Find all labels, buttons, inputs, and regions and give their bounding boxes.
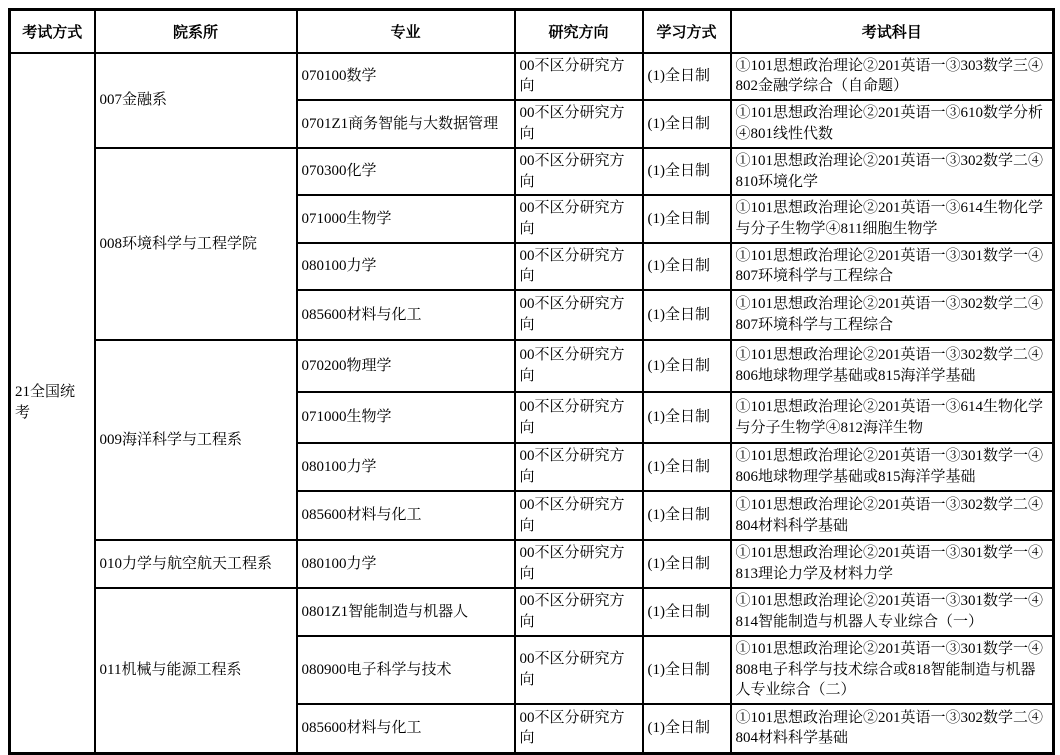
direction-cell: 00不区分研究方向 [515, 100, 643, 148]
col-header-exam-method: 考试方式 [10, 10, 95, 53]
study-mode-cell: (1)全日制 [643, 148, 731, 195]
study-mode-cell: (1)全日制 [643, 636, 731, 704]
col-header-study-mode: 学习方式 [643, 10, 731, 53]
major-cell: 070300化学 [297, 148, 515, 195]
table-row [10, 53, 1054, 100]
major-cell: 080100力学 [297, 443, 515, 491]
subjects-cell: ①101思想政治理论②201英语一③302数学二④804材料科学基础 [731, 491, 1054, 540]
direction-cell: 00不区分研究方向 [515, 704, 643, 753]
direction-cell: 00不区分研究方向 [515, 148, 643, 195]
subjects-cell: ①101思想政治理论②201英语一③301数学一④806地球物理学基础或815海洋学基础 [731, 443, 1054, 491]
direction-cell: 00不区分研究方向 [515, 340, 643, 392]
direction-cell: 00不区分研究方向 [515, 290, 643, 340]
subjects-cell: ①101思想政治理论②201英语一③614生物化学与分子生物学④812海洋生物 [731, 392, 1054, 443]
study-mode-cell: (1)全日制 [643, 443, 731, 491]
study-mode-cell: (1)全日制 [643, 243, 731, 290]
major-cell: 085600材料与化工 [297, 491, 515, 540]
table-row [10, 148, 1054, 195]
study-mode-cell: (1)全日制 [643, 195, 731, 242]
subjects-cell: ①101思想政治理论②201英语一③302数学二④804材料科学基础 [731, 704, 1054, 753]
study-mode-cell: (1)全日制 [643, 491, 731, 540]
table-row [10, 540, 1054, 588]
department-cell-011: 011机械与能源工程系 [95, 588, 297, 753]
direction-cell: 00不区分研究方向 [515, 443, 643, 491]
major-cell: 085600材料与化工 [297, 290, 515, 340]
subjects-cell: ①101思想政治理论②201英语一③301数学一④807环境科学与工程综合 [731, 243, 1054, 290]
subjects-cell: ①101思想政治理论②201英语一③301数学一④808电子科学与技术综合或818智能制造与机器人专业综合（二） [731, 636, 1054, 704]
exam-method-cell: 21全国统考 [10, 53, 95, 754]
table-row [10, 588, 1054, 636]
major-cell: 0801Z1智能制造与机器人 [297, 588, 515, 636]
study-mode-cell: (1)全日制 [643, 53, 731, 100]
major-cell: 071000生物学 [297, 195, 515, 242]
subjects-cell: ①101思想政治理论②201英语一③303数学三④802金融学综合（自命题） [731, 53, 1054, 100]
department-cell-008: 008环境科学与工程学院 [95, 148, 297, 340]
subjects-cell: ①101思想政治理论②201英语一③302数学二④807环境科学与工程综合 [731, 290, 1054, 340]
header-row [10, 10, 1054, 53]
study-mode-cell: (1)全日制 [643, 704, 731, 753]
study-mode-cell: (1)全日制 [643, 290, 731, 340]
major-cell: 070200物理学 [297, 340, 515, 392]
major-cell: 080900电子科学与技术 [297, 636, 515, 704]
direction-cell: 00不区分研究方向 [515, 491, 643, 540]
department-cell-009: 009海洋科学与工程系 [95, 340, 297, 540]
direction-cell: 00不区分研究方向 [515, 588, 643, 636]
admissions-table [8, 8, 1055, 755]
subjects-cell: ①101思想政治理论②201英语一③301数学一④814智能制造与机器人专业综合（一） [731, 588, 1054, 636]
subjects-cell: ①101思想政治理论②201英语一③610数学分析④801线性代数 [731, 100, 1054, 148]
major-cell: 085600材料与化工 [297, 704, 515, 753]
subjects-cell: ①101思想政治理论②201英语一③302数学二④806地球物理学基础或815海洋学基础 [731, 340, 1054, 392]
col-header-department: 院系所 [95, 10, 297, 53]
direction-cell: 00不区分研究方向 [515, 243, 643, 290]
direction-cell: 00不区分研究方向 [515, 540, 643, 588]
major-cell: 080100力学 [297, 540, 515, 588]
study-mode-cell: (1)全日制 [643, 340, 731, 392]
study-mode-cell: (1)全日制 [643, 392, 731, 443]
department-cell-007: 007金融系 [95, 53, 297, 148]
col-header-direction: 研究方向 [515, 10, 643, 53]
direction-cell: 00不区分研究方向 [515, 195, 643, 242]
major-cell: 071000生物学 [297, 392, 515, 443]
department-cell-010: 010力学与航空航天工程系 [95, 540, 297, 588]
study-mode-cell: (1)全日制 [643, 588, 731, 636]
study-mode-cell: (1)全日制 [643, 540, 731, 588]
col-header-subjects: 考试科目 [731, 10, 1054, 53]
study-mode-cell: (1)全日制 [643, 100, 731, 148]
major-cell: 080100力学 [297, 243, 515, 290]
subjects-cell: ①101思想政治理论②201英语一③302数学二④810环境化学 [731, 148, 1054, 195]
major-cell: 070100数学 [297, 53, 515, 100]
subjects-cell: ①101思想政治理论②201英语一③301数学一④813理论力学及材料力学 [731, 540, 1054, 588]
direction-cell: 00不区分研究方向 [515, 636, 643, 704]
major-cell: 0701Z1商务智能与大数据管理 [297, 100, 515, 148]
subjects-cell: ①101思想政治理论②201英语一③614生物化学与分子生物学④811细胞生物学 [731, 195, 1054, 242]
table-row [10, 340, 1054, 392]
col-header-major: 专业 [297, 10, 515, 53]
direction-cell: 00不区分研究方向 [515, 392, 643, 443]
direction-cell: 00不区分研究方向 [515, 53, 643, 100]
